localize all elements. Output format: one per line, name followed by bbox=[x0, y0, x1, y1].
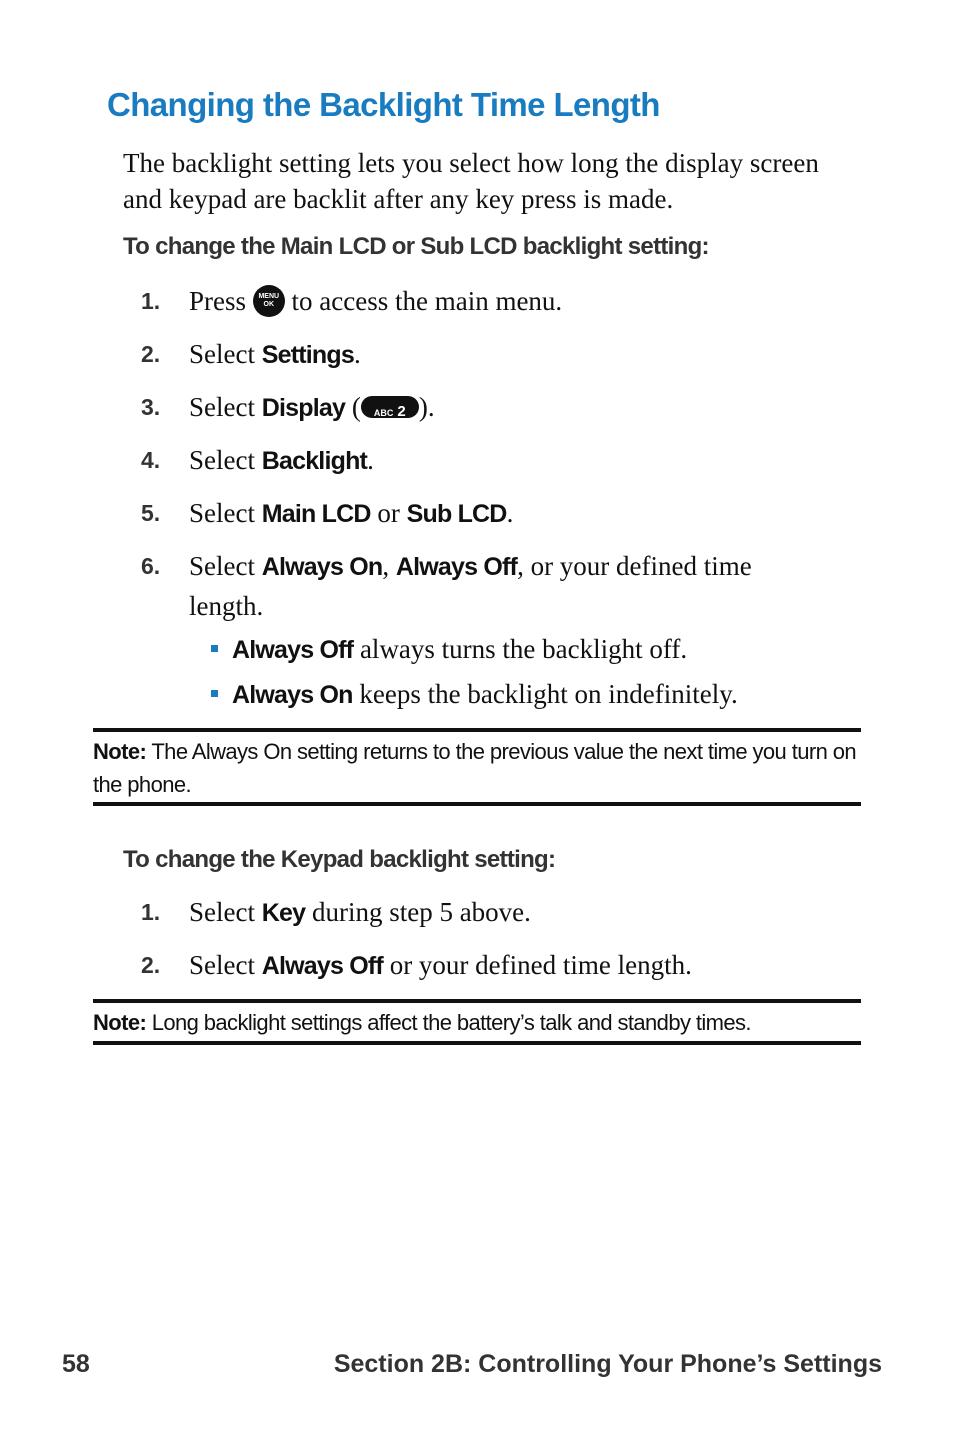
abc-2-key-icon: ABC 2 bbox=[361, 396, 419, 418]
note-rule-top bbox=[93, 999, 861, 1003]
menu-option-always-on: Always On bbox=[261, 553, 383, 581]
step-number: 3. bbox=[141, 394, 161, 420]
menu-option-display: Display bbox=[261, 394, 346, 422]
page-title: Changing the Backlight Time Length bbox=[107, 86, 660, 123]
bullet-always-on: Always On keeps the backlight on indefinitely. bbox=[211, 676, 738, 713]
step-text: to access the main menu. bbox=[291, 286, 563, 316]
step-number: 1. bbox=[141, 288, 161, 314]
menu-option-main-lcd: Main LCD bbox=[261, 500, 371, 528]
menu-option-settings: Settings bbox=[261, 341, 354, 369]
step-text: Select bbox=[189, 551, 255, 581]
menu-option-always-off: Always Off bbox=[261, 952, 383, 980]
step-text: Select bbox=[189, 498, 255, 528]
step-text: Press bbox=[189, 286, 247, 316]
note-label: Note: bbox=[93, 739, 147, 764]
step-number: 4. bbox=[141, 447, 161, 473]
bullet-square-icon bbox=[211, 645, 218, 652]
step-number: 5. bbox=[141, 500, 161, 526]
note-2 bbox=[93, 1006, 861, 1039]
note-rule-bottom bbox=[93, 802, 861, 806]
note-1 bbox=[93, 735, 861, 801]
intro-paragraph: The backlight setting lets you select how long the display screen and keypad are backlit after any key press is made. bbox=[123, 148, 819, 214]
note-rule-top bbox=[93, 728, 861, 732]
section1-heading: To change the Main LCD or Sub LCD backlight setting: bbox=[123, 233, 709, 260]
section2-heading: To change the Keypad backlight setting: bbox=[123, 846, 556, 873]
note-text: The Always On setting returns to the previous value the next time you turn on the phone. bbox=[93, 739, 856, 797]
menu-ok-key-icon: MENU OK bbox=[253, 285, 285, 317]
menu-option-always-off: Always Off bbox=[395, 553, 518, 581]
step-number: 2. bbox=[141, 341, 161, 367]
step-text: Select bbox=[189, 339, 255, 369]
bullet-always-off: Always Off always turns the backlight off. bbox=[211, 631, 687, 668]
step-number: 2. bbox=[141, 952, 161, 978]
note-text: Long backlight settings affect the battery’s talk and standby times. bbox=[151, 1010, 751, 1035]
step-number: 6. bbox=[141, 553, 161, 579]
menu-option-key: Key bbox=[261, 899, 306, 927]
section-footer: Section 2B: Controlling Your Phone’s Settings bbox=[333, 1350, 882, 1378]
menu-option-sub-lcd: Sub LCD bbox=[406, 500, 507, 528]
page-number: 58 bbox=[62, 1350, 90, 1378]
menu-option-backlight: Backlight bbox=[261, 447, 368, 475]
step-text: Select bbox=[189, 950, 255, 980]
step-number: 1. bbox=[141, 899, 161, 925]
bullet-square-icon bbox=[211, 690, 218, 697]
step-text: Select bbox=[189, 445, 255, 475]
note-label: Note: bbox=[93, 1010, 147, 1035]
step-text: Select bbox=[189, 392, 255, 422]
step-text: Select bbox=[189, 897, 255, 927]
note-rule-bottom bbox=[93, 1041, 861, 1045]
